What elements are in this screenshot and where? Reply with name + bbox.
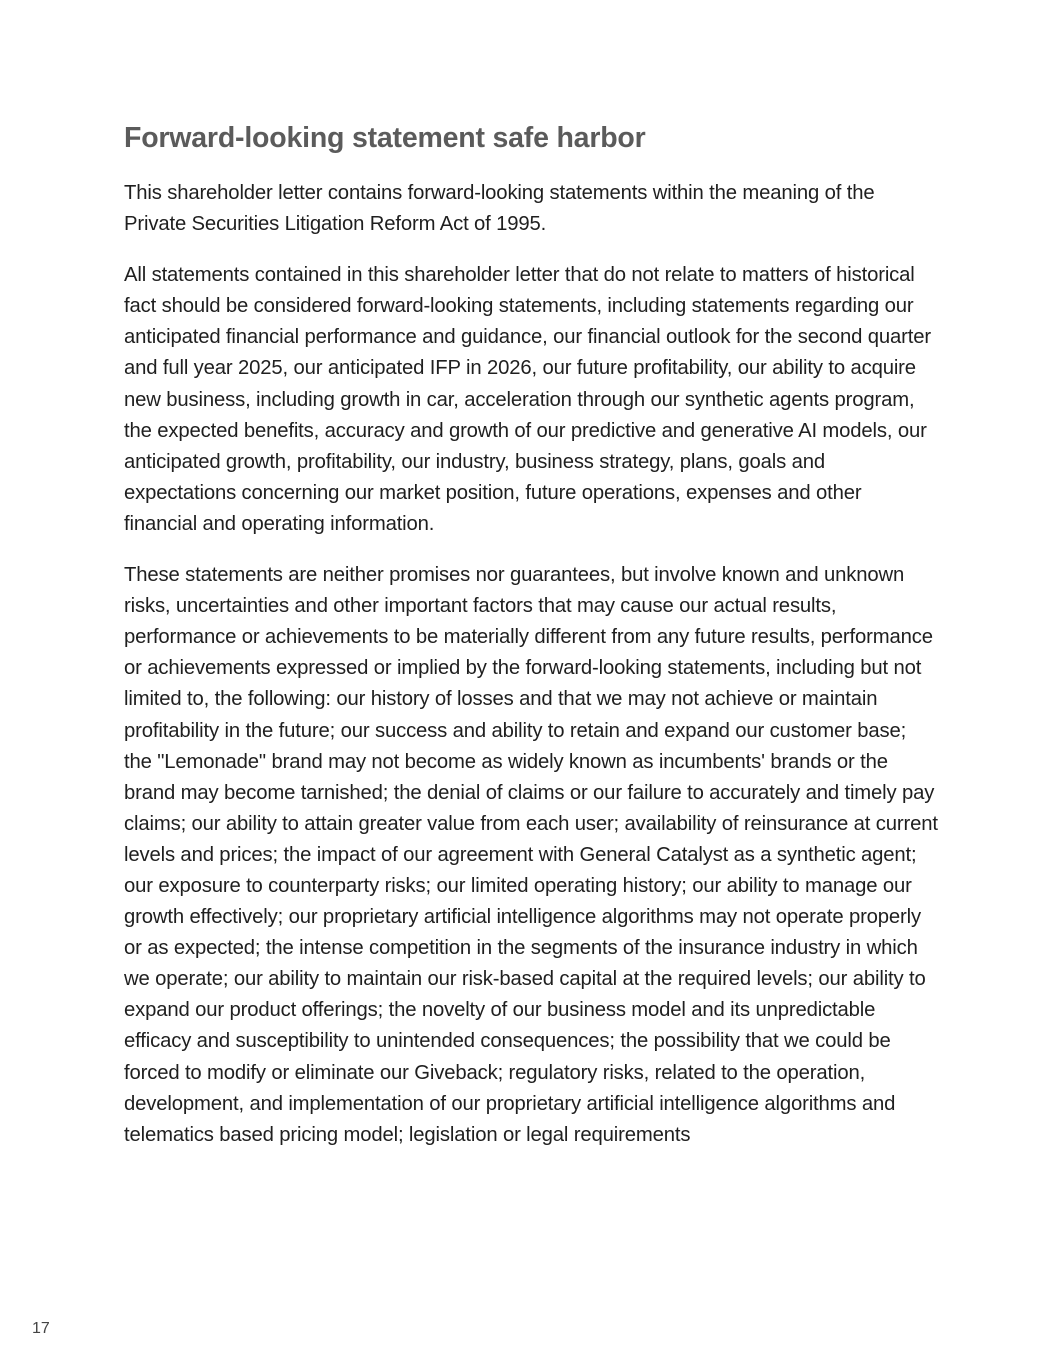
scope-paragraph: All statements contained in this shareholder letter that do not relate to matters of historical fact should be considered forward-looking statements, including statements regarding our anticipated financial performance and guidance, our financial outlook for the second quarter and full year 2025, our anticipated IFP in 2026, our future profitability, our ability to acquire new business, including growth in car, acceleration through our synthetic agents program, the expected benefits, accuracy and growth of our predictive and generative AI models, our anticipated growth, profitability, our industry, business strategy, plans, goals and expectations concerning our market position, future operations, expenses and other financial and operating information. [124,264,931,535]
intro-paragraph: This shareholder letter contains forward-looking statements within the meaning of the Private Securities Litigation Reform Act of 1995. [124,182,875,236]
risks-paragraph: These statements are neither promises nor guarantees, but involve known and unknown risks, uncertainties and other important factors that may cause our actual results, performance or achievements to be materially different from any future results, performance or achievements expressed or implied by the forward-looking statements, including but not limited to, the following: our history of losses and that we may not achieve or maintain profitability in the future; our success and ability to retain and expand our customer base; the "Lemonade" brand may not become as widely known as incumbents' brands or the brand may become tarnished; the denial of claims or our failure to accurately and timely pay claims; our ability to attain greater value from each user; availability of reinsurance at current levels and prices; the impact of our agreement with General Catalyst as a synthetic agent; our exposure to counterparty risks; our limited operating history; our ability to manage our growth effectively; our proprietary artificial intelligence algorithms may not operate properly or as expected; the intense competition in the segments of the insurance industry in which we operate; our ability to maintain our risk-based capital at the required levels; our ability to expand our product offerings; the novelty of our business model and its unpredictable efficacy and susceptibility to unintended consequences; the possibility that we could be forced to modify or eliminate our Giveback; regulatory risks, related to the operation, development, and implementation of our proprietary artificial intelligence algorithms and telematics based pricing model; legislation or legal requirements [124,564,938,1146]
page-number: 17 [32,1320,50,1337]
section-heading: Forward-looking statement safe harbor [124,122,646,154]
document-page-content [124,118,939,1171]
